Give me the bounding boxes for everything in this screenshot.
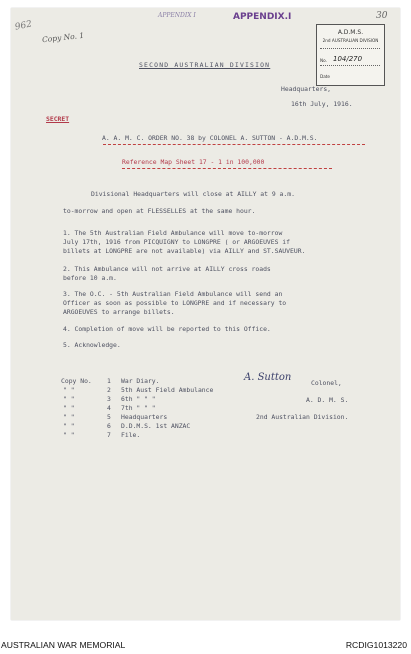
footer-record-id: RCDIG1013220 — [345, 640, 407, 650]
order-title: A. A. M. C. ORDER NO. 38 by COLONEL A. SUTTON - A.D.M.S. — [102, 134, 318, 142]
distribution-dest: 7th " " " — [121, 404, 156, 412]
distribution-num: 5 — [107, 413, 111, 421]
paragraph-2-line-2: before 10 a.m. — [63, 274, 117, 282]
received-stamp — [316, 24, 385, 86]
appendix-label: APPENDIX.I — [233, 12, 292, 22]
distribution-num: 2 — [107, 386, 111, 394]
paragraph-1-line-2: July 17th, 1916 from PICQUIGNY to LONGPRE ( or ARGOEUVES if — [63, 238, 291, 246]
paragraph-1-line-3: billets at LONGPRE are not available) via AILLY and ST.SAUVEUR. — [63, 247, 306, 255]
distribution-num: 1 — [107, 377, 111, 385]
headquarters: Headquarters, — [281, 85, 332, 93]
stamp-division: 2nd AUSTRALIAN DIVISION — [322, 38, 379, 43]
paragraph-3-line-1: 3. The O.C. - 5th Australian Field Ambulance will send an — [63, 290, 283, 298]
stamp-no-label: No. — [320, 58, 327, 63]
paragraph-3-line-3: ARGOEUVES to arrange billets. — [63, 308, 175, 316]
order-title-underline — [103, 144, 365, 146]
document-date: 16th July, 1916. — [291, 100, 353, 108]
reference: Reference Map Sheet 17 - 1 in 100,000 — [122, 158, 265, 166]
distribution-num: 4 — [107, 404, 111, 412]
stamp-no-value: 104/270 — [333, 55, 363, 63]
distribution-num: 7 — [107, 431, 111, 439]
distribution-col-a: " " — [63, 404, 75, 412]
signature: A. Sutton — [244, 372, 292, 383]
distribution-num: 6 — [107, 422, 111, 430]
unit-title: SECOND AUSTRALIAN DIVISION — [139, 61, 271, 69]
paragraph-4: 4. Completion of move will be reported to this Office. — [63, 325, 271, 333]
secret-label: SECRET — [46, 115, 70, 123]
distribution-dest: War Diary. — [121, 377, 160, 385]
distribution-col-a: Copy No. — [61, 377, 92, 385]
distribution-dest: 6th " " " — [121, 395, 156, 403]
distribution-col-a: " " — [63, 422, 75, 430]
distribution-num: 3 — [107, 395, 111, 403]
distribution-col-a: " " — [63, 395, 75, 403]
paragraph-1-line-1: 1. The 5th Australian Field Ambulance will move to-morrow — [63, 229, 283, 237]
distribution-col-a: " " — [63, 386, 75, 394]
reference-underline — [122, 168, 332, 170]
distribution-col-a: " " — [63, 413, 75, 421]
paragraph-5: 5. Acknowledge. — [63, 341, 121, 349]
signature-rank: Colonel, — [311, 379, 342, 387]
signature-title: A. D. M. S. — [306, 396, 349, 404]
page-number: 30 — [376, 11, 388, 21]
paragraph-intro-line-1: Divisional Headquarters will close at AILLY at 9 a.m. — [91, 190, 295, 198]
document-page — [11, 8, 400, 620]
distribution-dest: Headquarters — [121, 413, 168, 421]
paragraph-2-line-1: 2. This Ambulance will not arrive at AILLY cross roads — [63, 265, 271, 273]
distribution-dest: D.D.M.S. 1st ANZAC — [121, 422, 191, 430]
approx-label: APPENDIX I — [158, 12, 196, 19]
distribution-col-a: " " — [63, 431, 75, 439]
stamp-title: A.D.M.S. — [337, 29, 364, 36]
distribution-dest: File. — [121, 431, 141, 439]
ref-number: 962 — [14, 19, 33, 33]
paragraph-intro-line-2: to-morrow and open at FLESSELLES at the same hour. — [63, 207, 256, 215]
paragraph-3-line-2: Officer as soon as possible to LONGPRE and if necessary to — [63, 299, 287, 307]
copy-note: Copy No. 1 — [41, 30, 85, 45]
signature-division: 2nd Australian Division. — [256, 413, 349, 421]
stamp-date-label: Date — [320, 74, 331, 79]
footer-source: AUSTRALIAN WAR MEMORIAL — [1, 640, 126, 650]
distribution-dest: 5th Aust Field Ambulance — [121, 386, 214, 394]
